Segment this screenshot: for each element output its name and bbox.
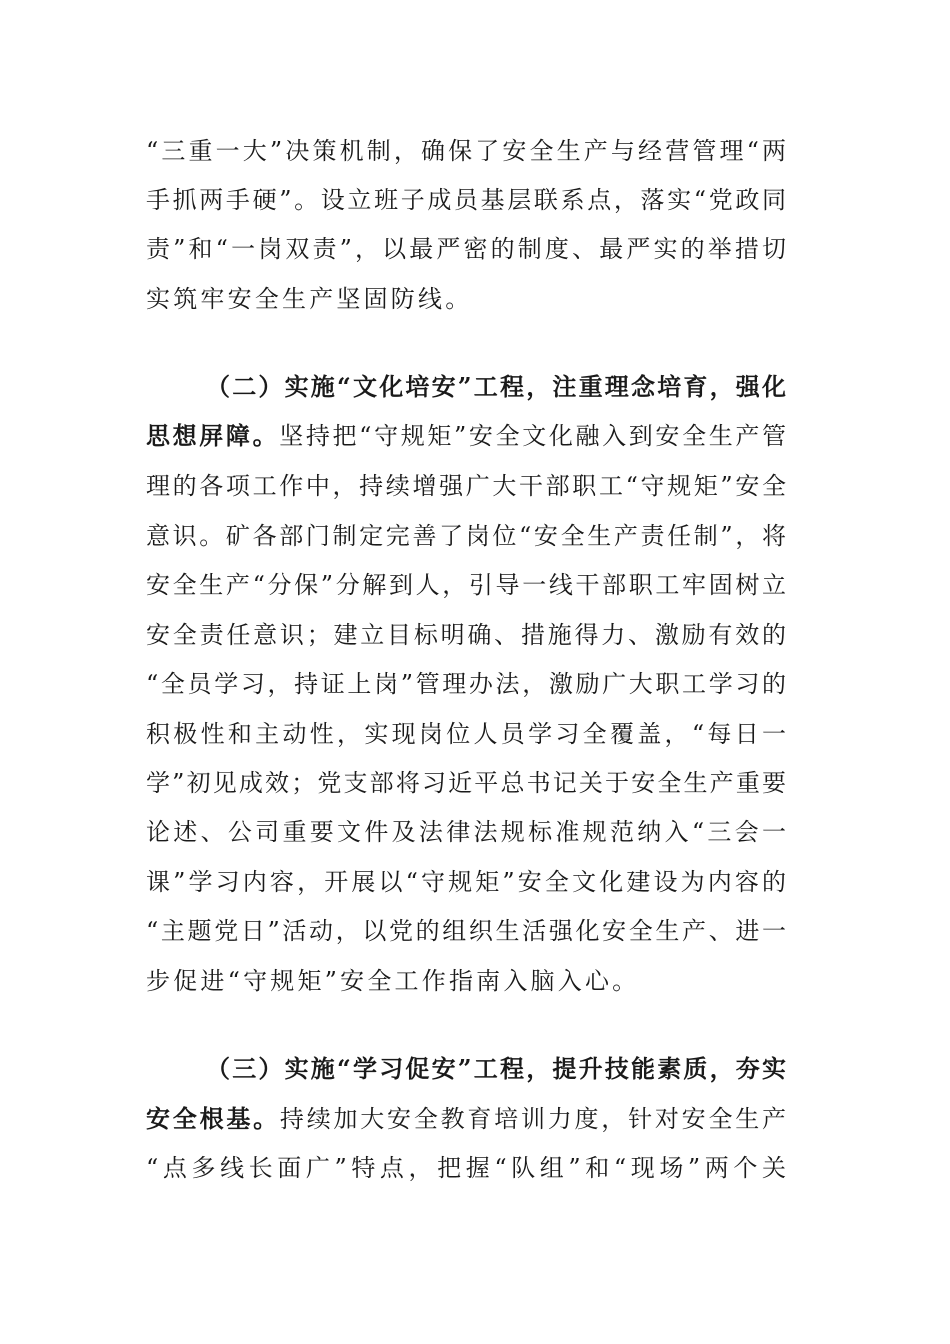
text-line <box>146 521 786 551</box>
line-text: 安全生产“分保”分解到人，引导一线干部职工牢固树立 <box>146 571 786 599</box>
section-heading-2 <box>206 372 786 402</box>
section-heading-text: （三）实施“学习促安”工程，提升技能素质，夯实 <box>206 1054 786 1083</box>
text-line <box>146 719 786 749</box>
text-line <box>146 916 786 946</box>
line-text: “全员学习，持证上岗”管理办法，激励广大职工学习的 <box>146 670 786 698</box>
line-text: 责”和“一岗双责”，以最严密的制度、最严实的举措切 <box>146 235 786 263</box>
text-line <box>146 421 786 451</box>
text-line <box>146 284 786 314</box>
line-text: 理的各项工作中，持续增强广大干部职工“守规矩”安全 <box>146 472 786 500</box>
text-line <box>146 471 786 501</box>
text-line <box>146 817 786 847</box>
text-line <box>146 1153 786 1183</box>
text-line <box>146 620 786 650</box>
line-text: 安全责任意识；建立目标明确、措施得力、激励有效的 <box>146 621 786 649</box>
line-text: 课”学习内容，开展以“守规矩”安全文化建设为内容的 <box>146 868 786 896</box>
text-line <box>146 1104 786 1134</box>
line-text: 持续加大安全教育培训力度，针对安全生产 <box>279 1105 787 1133</box>
section-heading-3 <box>206 1054 786 1084</box>
line-text: 意识。矿各部门制定完善了岗位“安全生产责任制”，将 <box>146 522 786 550</box>
section-heading-text: 安全根基。 <box>146 1104 280 1133</box>
text-line <box>146 669 786 699</box>
line-text: 实筑牢安全生产坚固防线。 <box>146 285 473 313</box>
text-line <box>146 867 786 897</box>
section-heading-text: 思想屏障。 <box>146 421 280 450</box>
line-text: “点多线长面广”特点，把握“队组”和“现场”两个关 <box>146 1154 786 1182</box>
text-line <box>146 185 786 215</box>
line-text: 坚持把“守规矩”安全文化融入到安全生产管 <box>279 422 787 450</box>
line-text: 积极性和主动性，实现岗位人员学习全覆盖，“每日一 <box>146 720 786 748</box>
section-heading-text: （二）实施“文化培安”工程，注重理念培育，强化 <box>206 372 786 401</box>
line-text: “三重一大”决策机制，确保了安全生产与经营管理“两 <box>146 137 786 165</box>
line-text: 学”初见成效；党支部将习近平总书记关于安全生产重要 <box>146 769 786 797</box>
line-text: “主题党日”活动，以党的组织生活强化安全生产、进一 <box>146 917 786 945</box>
text-line <box>146 136 786 166</box>
text-line <box>146 966 786 996</box>
line-text: 论述、公司重要文件及法律法规标准规范纳入“三会一 <box>146 818 786 846</box>
line-text: 手抓两手硬”。设立班子成员基层联系点，落实“党政同 <box>146 186 786 214</box>
text-line <box>146 234 786 264</box>
line-text: 步促进“守规矩”安全工作指南入脑入心。 <box>146 967 640 995</box>
text-line <box>146 570 786 600</box>
text-line <box>146 768 786 798</box>
